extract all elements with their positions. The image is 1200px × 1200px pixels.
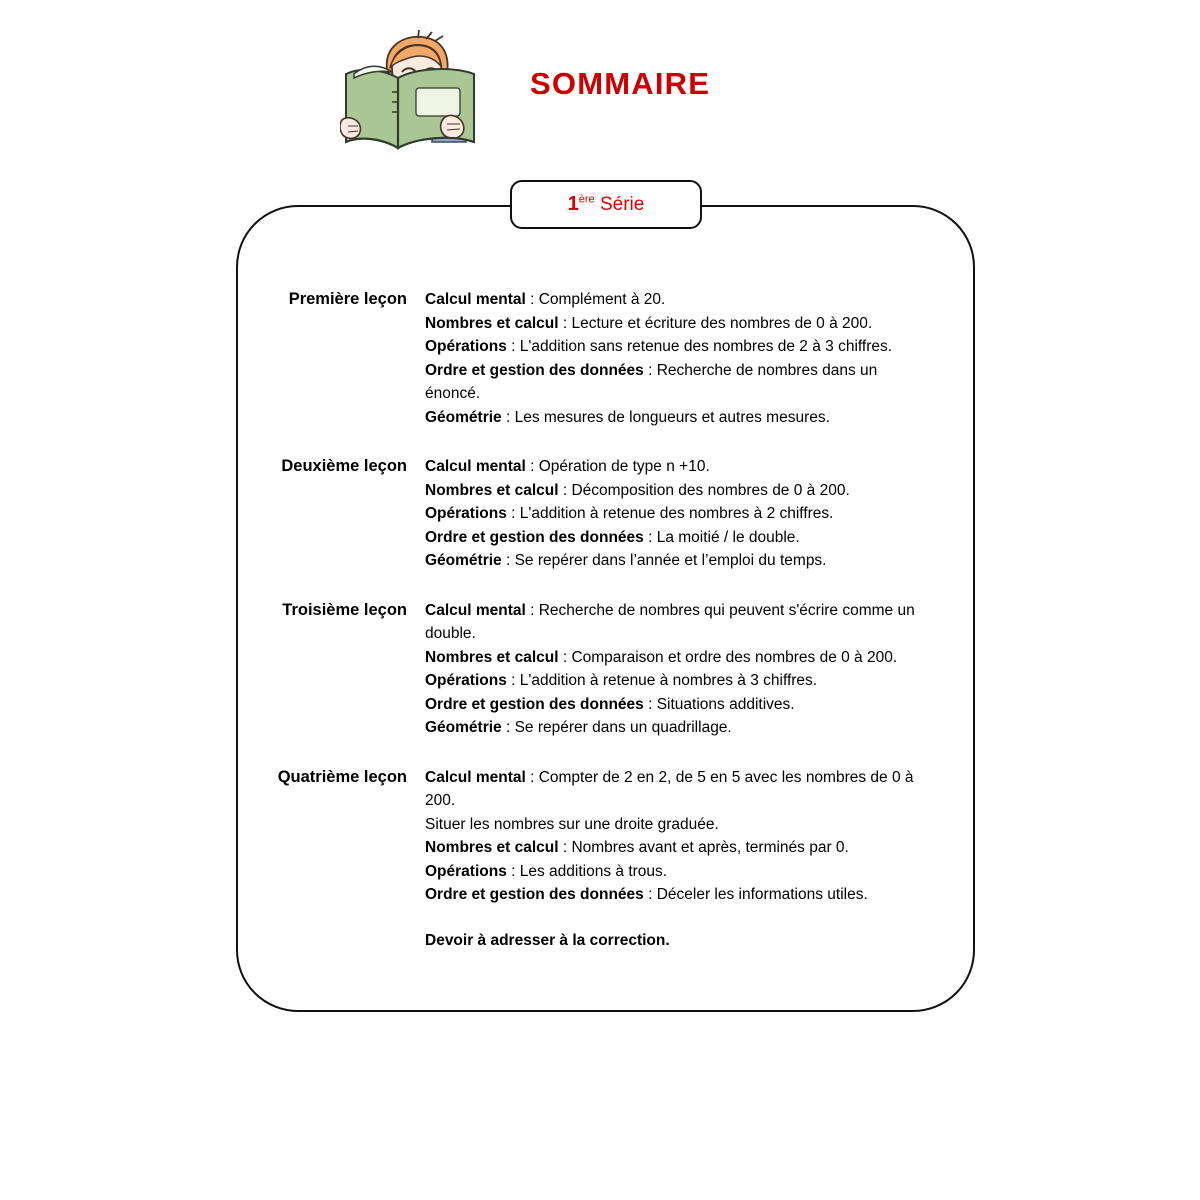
entry-subject: Opérations (425, 505, 507, 522)
entry-separator: : (501, 719, 515, 736)
series-tab-number: 1 (567, 193, 579, 215)
entry-text: Recherche de nombres dans un énoncé. (425, 361, 878, 402)
entry-subject: Calcul mental (425, 601, 526, 619)
entry-text: L'addition à retenue à nombres à 3 chiffres. (519, 672, 818, 689)
entry-separator: : (643, 886, 657, 903)
entry-text: Complément à 20. (538, 291, 666, 308)
lesson-entry (425, 406, 929, 430)
entry-subject: Opérations (425, 672, 507, 689)
entry-subject: Nombres et calcul (425, 314, 559, 332)
entry-subject: Géométrie (425, 719, 502, 736)
entry-text: Compter de 2 en 2, de 5 en 5 avec les nombres de 0 à 200. (425, 768, 914, 809)
lesson-entries (425, 599, 975, 740)
lesson-entry (425, 359, 929, 406)
entry-separator: : (501, 408, 515, 426)
lesson-block (236, 599, 975, 740)
lesson-entry (425, 646, 929, 670)
lesson-entry (425, 455, 929, 479)
entry-text: Les mesures de longueurs et autres mesures. (514, 408, 830, 426)
entry-separator: : (525, 458, 539, 475)
lesson-entry (425, 312, 929, 336)
boy-reading-book-icon (340, 30, 482, 158)
entry-separator: : (506, 862, 520, 880)
closing-note: Devoir à adresser à la correction. (425, 931, 670, 949)
lesson-block (236, 455, 975, 573)
entry-text: Situer les nombres sur une droite graduée. (425, 815, 719, 833)
entry-separator: : (558, 481, 572, 499)
entry-separator: : (643, 361, 657, 379)
entry-subject: Calcul mental (425, 458, 526, 475)
entry-subject: Ordre et gestion des données (425, 886, 644, 903)
entry-text: L'addition sans retenue des nombres de 2 à 3 chiffres. (519, 338, 893, 355)
entry-separator: : (506, 672, 520, 689)
entry-text: Nombres avant et après, terminés par 0. (571, 839, 849, 856)
lesson-entry (425, 716, 929, 740)
entry-subject: Ordre et gestion des données (425, 528, 644, 546)
lesson-block (236, 288, 975, 429)
entry-subject: Opérations (425, 338, 507, 355)
entry-separator: : (643, 528, 657, 546)
entry-text: Recherche de nombres qui peuvent s'écrire comme un double. (425, 601, 915, 642)
lesson-entry (425, 693, 929, 717)
entry-text: Situations additives. (656, 695, 795, 713)
entry-text: L'addition à retenue des nombres à 2 chiffres. (519, 505, 834, 522)
lesson-entry (425, 883, 929, 907)
entry-separator: : (558, 648, 572, 666)
lesson-entry (425, 669, 929, 693)
entry-text: Se repérer dans l’année et l’emploi du temps. (514, 552, 827, 569)
lesson-label: Quatrième leçon (277, 767, 407, 786)
entry-separator: : (506, 505, 520, 522)
entry-separator: : (525, 768, 539, 786)
lessons-list (236, 288, 975, 978)
page-title: SOMMAIRE (530, 66, 711, 101)
entry-separator: : (525, 601, 539, 619)
entry-separator: : (506, 338, 520, 355)
lesson-entry (425, 479, 929, 503)
entry-subject: Nombres et calcul (425, 648, 559, 666)
entry-subject: Nombres et calcul (425, 839, 559, 856)
lesson-entry (425, 813, 929, 837)
lesson-entry (425, 836, 929, 860)
entry-text: Lecture et écriture des nombres de 0 à 200. (571, 314, 873, 332)
entry-separator: : (558, 839, 572, 856)
lesson-label: Troisième leçon (282, 600, 407, 619)
entry-separator: : (558, 314, 572, 332)
lesson-label: Première leçon (288, 290, 407, 308)
entry-text: Comparaison et ordre des nombres de 0 à 200. (571, 648, 898, 666)
entry-separator: : (501, 552, 515, 569)
lesson-label: Deuxième leçon (281, 457, 407, 475)
lesson-entry (425, 860, 929, 884)
lesson-block (236, 766, 975, 953)
entry-text: Décomposition des nombres de 0 à 200. (571, 481, 850, 499)
lesson-entries (425, 288, 975, 429)
lesson-entry (425, 549, 929, 573)
lesson-entry (425, 502, 929, 526)
lesson-entry (425, 288, 929, 312)
series-tab (510, 180, 702, 229)
lesson-entry (425, 335, 929, 359)
series-tab-ordinal-suffix: ère (578, 193, 595, 206)
entry-text: Les additions à trous. (519, 862, 668, 880)
entry-separator: : (643, 695, 657, 713)
entry-subject: Calcul mental (425, 768, 526, 786)
series-tab-word: Série (599, 194, 645, 215)
lesson-entry (425, 526, 929, 550)
series-tab-label (568, 193, 645, 216)
entry-text: Déceler les informations utiles. (656, 886, 868, 903)
entry-text: Se repérer dans un quadrillage. (514, 719, 732, 736)
lesson-entry (425, 599, 929, 646)
lesson-entry (425, 766, 929, 813)
entry-separator: : (525, 291, 539, 308)
entry-subject: Ordre et gestion des données (425, 695, 644, 713)
entry-subject: Nombres et calcul (425, 481, 559, 499)
entry-subject: Géométrie (425, 408, 502, 426)
entry-subject: Ordre et gestion des données (425, 361, 644, 379)
document-header (340, 24, 860, 164)
entry-text: Opération de type n +10. (538, 458, 710, 475)
lesson-entries (425, 766, 975, 953)
entry-text: La moitié / le double. (656, 528, 800, 546)
entry-subject: Géométrie (425, 552, 502, 569)
entry-subject: Calcul mental (425, 291, 526, 308)
lesson-entries (425, 455, 975, 573)
entry-subject: Opérations (425, 862, 507, 880)
